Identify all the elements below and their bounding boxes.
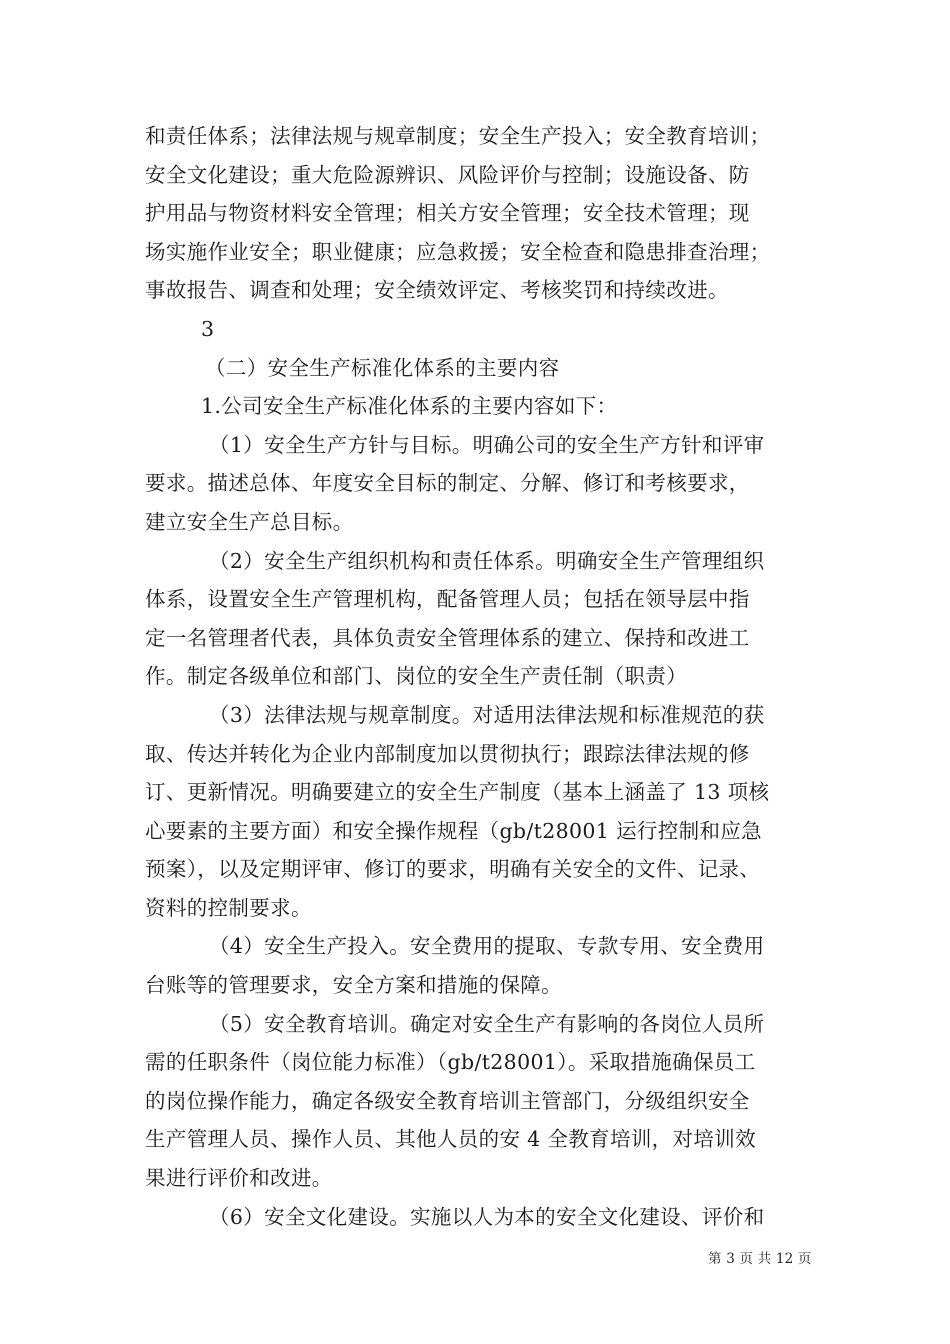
text-line: 订、更新情况。明确要建立的安全生产制度（基本上涵盖了 13 项核	[145, 780, 770, 805]
text-line: 定一名管理者代表，具体负责安全管理体系的建立、保持和改进工	[145, 625, 750, 650]
text-line: 场实施作业安全；职业健康；应急救援；安全检查和隐患排查治理；	[145, 239, 771, 264]
section-heading: （二）安全生产标准化体系的主要内容	[205, 355, 560, 380]
text-line: 果进行评价和改进。	[145, 1166, 333, 1191]
subsection-heading: 1.公司安全生产标准化体系的主要内容如下：	[201, 394, 618, 419]
text-line: 需的任职条件（岗位能力标准）（gb/t28001）。采取措施确保员工	[145, 1050, 756, 1075]
text-line: 事故报告、调查和处理；安全绩效评定、考核奖罚和持续改进。	[145, 278, 729, 303]
page-footer: 第 3 页 共 12 页	[708, 1251, 812, 1267]
text-line: 台账等的管理要求，安全方案和措施的保障。	[145, 973, 562, 998]
paragraph-start-line: （3）法律法规与规章制度。对适用法律法规和标准规范的获	[209, 702, 765, 727]
text-line: 建立安全生产总目标。	[145, 509, 354, 534]
paragraph-start-line: （5）安全教育培训。确定对安全生产有影响的各岗位人员所	[209, 1011, 765, 1036]
text-line: 体系，设置安全生产管理机构，配备管理人员；包括在领导层中指	[145, 587, 750, 612]
paragraph-start-line: （4）安全生产投入。安全费用的提取、专款专用、安全费用	[209, 934, 765, 959]
paragraph-start-line: （1）安全生产方针与目标。明确公司的安全生产方针和评审	[209, 432, 765, 457]
text-line: 资料的控制要求。	[145, 895, 312, 920]
text-line: 和责任体系；法律法规与规章制度；安全生产投入；安全教育培训；	[145, 124, 771, 148]
text-line: 取、传达并转化为企业内部制度加以贯彻执行；跟踪法律法规的修	[145, 741, 750, 766]
text-line: 要求。描述总体、年度安全目标的制定、分解、修订和考核要求，	[145, 471, 750, 496]
text-line: 心要素的主要方面）和安全操作规程（gb/t28001 运行控制和应急	[145, 818, 763, 843]
text-line: 生产管理人员、操作人员、其他人员的安 4 全教育培训，对培训效	[145, 1127, 756, 1152]
paragraph-start-line: （2）安全生产组织机构和责任体系。明确安全生产管理组织	[209, 548, 765, 573]
text-line: 护用品与物资材料安全管理；相关方安全管理；安全技术管理；现	[145, 201, 750, 226]
text-line: 安全文化建设；重大危险源辨识、风险评价与控制；设施设备、防	[145, 162, 750, 187]
text-line: 预案），以及定期评审、修订的要求，明确有关安全的文件、记录、	[145, 857, 761, 882]
text-line: 作。制定各级单位和部门、岗位的安全生产责任制（职责）	[145, 664, 688, 689]
document-body	[145, 117, 825, 1236]
inline-page-number: 3	[201, 316, 215, 341]
paragraph-start-line: （6）安全文化建设。实施以人为本的安全文化建设、评价和	[209, 1204, 765, 1229]
text-line: 的岗位操作能力，确定各级安全教育培训主管部门，分级组织安全	[145, 1088, 750, 1113]
